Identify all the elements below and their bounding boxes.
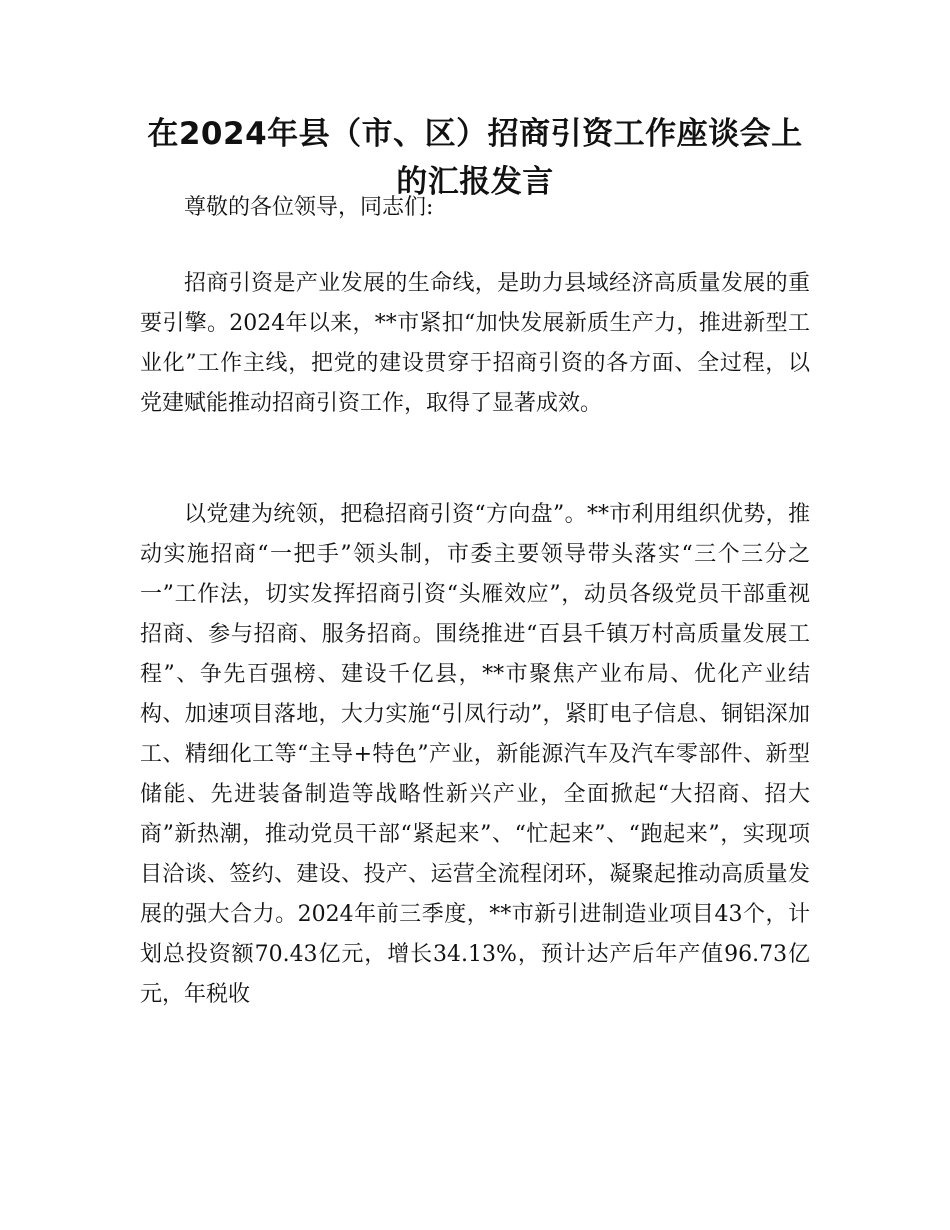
document-title: 在2024年县（市、区）招商引资工作座谈会上的汇报发言 bbox=[147, 116, 803, 200]
salutation: 尊敬的各位领导，同志们: bbox=[184, 195, 434, 220]
paragraph-intro: 招商引资是产业发展的生命线，是助力县域经济高质量发展的重要引擎。2024年以来，**市紧扣“加快发展新质生产力，推进新型工业化”工作主线，把党的建设贯穿于招商引资的各方面、全过程，以党建赋能推动招商引资工作，取得了显著成效。 bbox=[140, 271, 810, 416]
paragraph-party-building: 以党建为统领，把稳招商引资“方向盘”。**市利用组织优势，推动实施招商“一把手”领头制，市委主要领导带头落实“三个三分之一”工作法，切实发挥招商引资“头雁效应”，动员各级党员干部重视招商、参与招商、服务招商。围绕推进“百县千镇万村高质量发展工程”、争先百强榜、建设千亿县，**市聚焦产业布局、优化产业结构、加速项目落地，大力实施“引凤行动”，紧盯电子信息、铜铝深加工、精细化工等“主导+特色”产业，新能源汽车及汽车零部件、新型储能、先进装备制造等战略性新兴产业，全面掀起“大招商、招大商”新热潮，推动党员干部“紧起来”、“忙起来”、“跑起来”，实现项目洽谈、签约、建设、投产、运营全流程闭环，凝聚起推动高质量发展的强大合力。2024年前三季度，**市新引进制造业项目43个，计划总投资额70.43亿元，增长34.13%，预计达产后年产值96.73亿元，年税收 bbox=[140, 502, 810, 1007]
